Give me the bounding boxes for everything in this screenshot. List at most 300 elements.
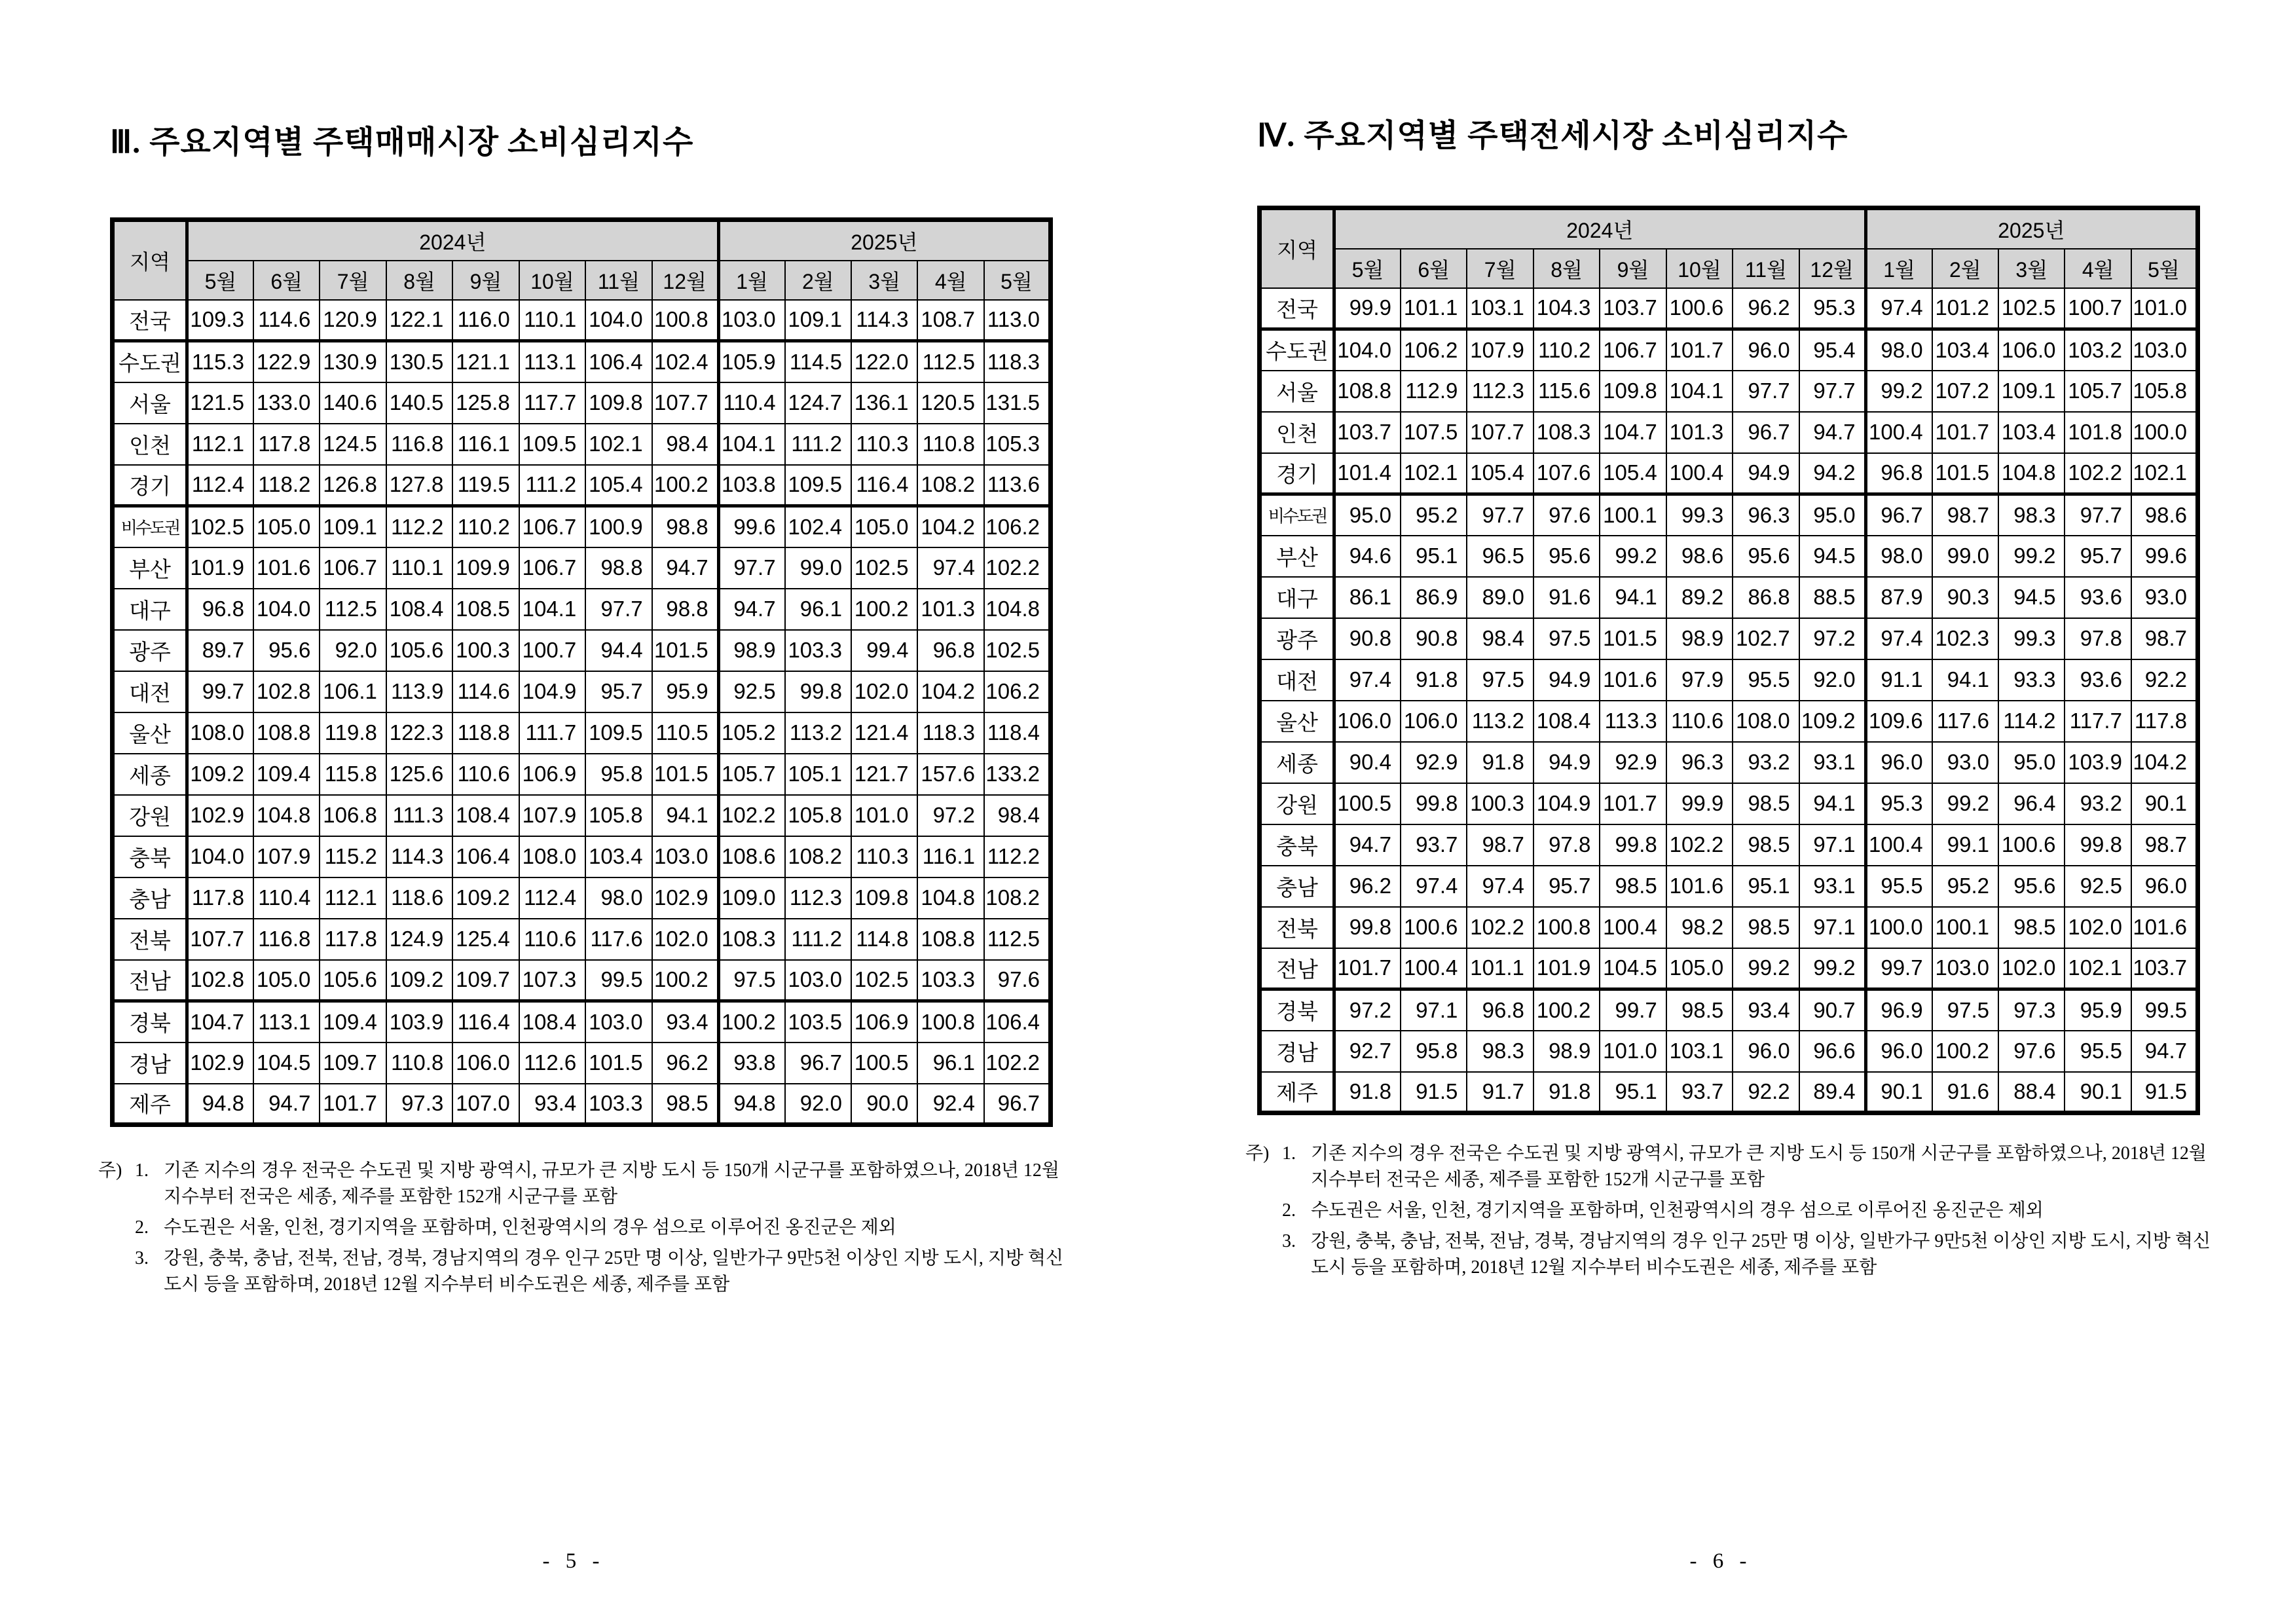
- index-value-cell: 100.7: [519, 630, 585, 671]
- index-value-cell: 117.8: [187, 877, 253, 919]
- index-value-cell: 96.2: [1733, 288, 1799, 329]
- index-value-cell: 105.6: [320, 960, 386, 1001]
- index-value-cell: 113.9: [386, 671, 452, 712]
- index-value-cell: 105.0: [253, 960, 320, 1001]
- index-value-cell: 106.7: [519, 547, 585, 589]
- index-value-cell: 97.4: [1865, 618, 1932, 659]
- index-value-cell: 100.4: [1865, 824, 1932, 866]
- index-value-cell: 106.7: [519, 506, 585, 547]
- index-value-cell: 113.3: [1600, 701, 1666, 742]
- index-value-cell: 90.8: [1401, 618, 1467, 659]
- index-value-cell: 113.1: [253, 1001, 320, 1043]
- footnote-number: 3.: [135, 1248, 149, 1268]
- index-value-cell: 114.8: [851, 919, 917, 960]
- month-header: 6월: [1401, 249, 1467, 288]
- index-value-cell: 104.8: [984, 589, 1051, 630]
- index-value-cell: 109.5: [585, 712, 652, 754]
- month-header: 5월: [2131, 249, 2198, 288]
- index-value-cell: 92.5: [718, 671, 784, 712]
- index-value-cell: 99.3: [1666, 494, 1733, 536]
- index-value-cell: 108.4: [386, 589, 452, 630]
- index-value-cell: 95.5: [1865, 866, 1932, 907]
- footnote-item: [135, 1158, 1073, 1210]
- index-value-cell: 100.7: [2065, 288, 2131, 329]
- index-value-cell: 101.5: [652, 754, 718, 795]
- index-value-cell: 108.3: [1533, 412, 1600, 453]
- index-value-cell: 116.8: [253, 919, 320, 960]
- index-value-cell: 101.5: [652, 630, 718, 671]
- index-value-cell: 98.7: [1932, 494, 1998, 536]
- index-value-cell: 108.0: [519, 836, 585, 877]
- index-value-cell: 103.4: [1998, 412, 2065, 453]
- region-label: 세종: [1260, 742, 1334, 783]
- index-value-cell: 97.3: [386, 1084, 452, 1125]
- index-value-cell: 99.2: [1799, 948, 1865, 989]
- index-value-cell: 117.7: [2065, 701, 2131, 742]
- index-value-cell: 94.2: [1799, 453, 1865, 494]
- region-label: 경북: [113, 1001, 187, 1043]
- index-value-cell: 109.2: [187, 754, 253, 795]
- index-value-cell: 102.9: [187, 795, 253, 836]
- month-header: 7월: [320, 261, 386, 300]
- index-value-cell: 116.1: [917, 836, 983, 877]
- index-value-cell: 102.5: [851, 547, 917, 589]
- index-value-cell: 131.5: [984, 382, 1051, 424]
- index-value-cell: 96.2: [652, 1043, 718, 1084]
- index-value-cell: 109.2: [1799, 701, 1865, 742]
- index-value-cell: 107.9: [253, 836, 320, 877]
- index-value-cell: 90.1: [1865, 1072, 1932, 1113]
- index-value-cell: 102.2: [1467, 907, 1533, 948]
- index-value-cell: 100.2: [652, 465, 718, 506]
- index-value-cell: 100.5: [1334, 783, 1401, 824]
- index-value-cell: 121.5: [187, 382, 253, 424]
- index-value-cell: 99.2: [1998, 536, 2065, 577]
- index-value-cell: 98.3: [1467, 1031, 1533, 1072]
- index-value-cell: 98.3: [1998, 494, 2065, 536]
- index-value-cell: 103.1: [1467, 288, 1533, 329]
- index-value-cell: 111.2: [785, 424, 851, 465]
- index-value-cell: 93.0: [1932, 742, 1998, 783]
- index-value-cell: 102.2: [2065, 453, 2131, 494]
- index-value-cell: 115.6: [1533, 371, 1600, 412]
- index-value-cell: 109.1: [320, 506, 386, 547]
- footnote-number: 1.: [135, 1160, 149, 1181]
- index-value-cell: 95.0: [1998, 742, 2065, 783]
- index-value-cell: 92.4: [917, 1084, 983, 1125]
- index-value-cell: 98.8: [652, 506, 718, 547]
- index-value-cell: 116.8: [386, 424, 452, 465]
- index-value-cell: 97.5: [1467, 659, 1533, 701]
- index-value-cell: 110.8: [386, 1043, 452, 1084]
- index-value-cell: 110.6: [1666, 701, 1733, 742]
- footnote-prefix: 주): [98, 1160, 122, 1181]
- index-value-cell: 90.7: [1799, 989, 1865, 1031]
- region-label: 경남: [113, 1043, 187, 1084]
- index-value-cell: 98.4: [984, 795, 1051, 836]
- index-value-cell: 106.4: [452, 836, 519, 877]
- index-value-cell: 101.7: [1600, 783, 1666, 824]
- index-value-cell: 109.8: [1600, 371, 1666, 412]
- index-value-cell: 100.4: [1600, 907, 1666, 948]
- index-value-cell: 90.3: [1932, 577, 1998, 618]
- footnote-item: [1282, 1198, 2220, 1224]
- footnote-item: [1282, 1141, 2220, 1193]
- index-value-cell: 106.0: [452, 1043, 519, 1084]
- footnote-item: [1282, 1228, 2220, 1281]
- region-label: 비수도권: [1260, 494, 1334, 536]
- index-value-cell: 93.0: [2131, 577, 2198, 618]
- index-value-cell: 101.1: [1401, 288, 1467, 329]
- index-value-cell: 101.7: [320, 1084, 386, 1125]
- index-value-cell: 89.7: [187, 630, 253, 671]
- index-value-cell: 119.5: [452, 465, 519, 506]
- region-label: 경북: [1260, 989, 1334, 1031]
- index-value-cell: 103.9: [2065, 742, 2131, 783]
- index-value-cell: 100.4: [1865, 412, 1932, 453]
- index-value-cell: 102.2: [984, 1043, 1051, 1084]
- month-header: 1월: [1865, 249, 1932, 288]
- region-label: 서울: [1260, 371, 1334, 412]
- index-value-cell: 109.1: [785, 300, 851, 341]
- index-value-cell: 100.6: [1998, 824, 2065, 866]
- index-value-cell: 104.7: [187, 1001, 253, 1043]
- month-header: 8월: [1533, 249, 1600, 288]
- index-value-cell: 103.3: [585, 1084, 652, 1125]
- index-value-cell: 97.9: [1666, 659, 1733, 701]
- index-value-cell: 108.4: [452, 795, 519, 836]
- region-label: 강원: [1260, 783, 1334, 824]
- index-value-cell: 125.6: [386, 754, 452, 795]
- index-value-cell: 108.2: [984, 877, 1051, 919]
- index-value-cell: 94.1: [1932, 659, 1998, 701]
- index-value-cell: 92.0: [785, 1084, 851, 1125]
- footnotes: [98, 1158, 1073, 1302]
- index-value-cell: 105.8: [2131, 371, 2198, 412]
- index-value-cell: 106.4: [585, 341, 652, 382]
- index-value-cell: 116.1: [452, 424, 519, 465]
- index-value-cell: 108.2: [917, 465, 983, 506]
- index-value-cell: 101.7: [1932, 412, 1998, 453]
- index-value-cell: 94.1: [652, 795, 718, 836]
- index-value-cell: 110.6: [519, 919, 585, 960]
- index-value-cell: 99.9: [1666, 783, 1733, 824]
- index-value-cell: 101.5: [1932, 453, 1998, 494]
- region-label: 충남: [1260, 866, 1334, 907]
- index-value-cell: 98.5: [1733, 824, 1799, 866]
- index-value-cell: 94.9: [1533, 659, 1600, 701]
- index-value-cell: 92.9: [1600, 742, 1666, 783]
- index-value-cell: 97.6: [1533, 494, 1600, 536]
- index-value-cell: 95.0: [1799, 494, 1865, 536]
- index-value-cell: 102.8: [187, 960, 253, 1001]
- index-value-cell: 108.0: [187, 712, 253, 754]
- index-value-cell: 98.8: [652, 589, 718, 630]
- footnote-text: 수도권은 서울, 인천, 경기지역을 포함하며, 인천광역시의 경우 섬으로 이루어진 옹진군은 제외: [164, 1217, 896, 1238]
- index-value-cell: 95.7: [1533, 866, 1600, 907]
- region-label: 전북: [1260, 907, 1334, 948]
- index-value-cell: 95.1: [1600, 1072, 1666, 1113]
- index-value-cell: 94.4: [585, 630, 652, 671]
- index-value-cell: 117.8: [320, 919, 386, 960]
- index-value-cell: 104.0: [253, 589, 320, 630]
- index-value-cell: 101.5: [585, 1043, 652, 1084]
- index-value-cell: 100.3: [1467, 783, 1533, 824]
- index-value-cell: 97.2: [917, 795, 983, 836]
- index-value-cell: 96.0: [1865, 742, 1932, 783]
- region-label: 전국: [113, 300, 187, 341]
- index-value-cell: 110.4: [718, 382, 784, 424]
- index-value-cell: 95.6: [1533, 536, 1600, 577]
- index-value-cell: 106.2: [984, 506, 1051, 547]
- index-value-cell: 109.8: [851, 877, 917, 919]
- index-value-cell: 111.3: [386, 795, 452, 836]
- index-value-cell: 95.6: [1998, 866, 2065, 907]
- index-value-cell: 130.5: [386, 341, 452, 382]
- index-value-cell: 107.3: [519, 960, 585, 1001]
- index-value-cell: 102.0: [652, 919, 718, 960]
- index-value-cell: 104.9: [519, 671, 585, 712]
- index-value-cell: 97.7: [1467, 494, 1533, 536]
- index-value-cell: 103.0: [652, 836, 718, 877]
- index-value-cell: 103.2: [2065, 329, 2131, 371]
- index-value-cell: 112.2: [984, 836, 1051, 877]
- index-value-cell: 91.8: [1401, 659, 1467, 701]
- index-value-cell: 97.5: [718, 960, 784, 1001]
- index-value-cell: 95.6: [253, 630, 320, 671]
- index-value-cell: 99.8: [2065, 824, 2131, 866]
- index-value-cell: 108.7: [917, 300, 983, 341]
- index-value-cell: 93.6: [2065, 659, 2131, 701]
- index-value-cell: 112.5: [984, 919, 1051, 960]
- footnote-item: [135, 1215, 1073, 1241]
- index-value-cell: 94.5: [1799, 536, 1865, 577]
- index-value-cell: 125.8: [452, 382, 519, 424]
- index-value-cell: 97.5: [1533, 618, 1600, 659]
- month-header: 6월: [253, 261, 320, 300]
- index-value-cell: 104.8: [253, 795, 320, 836]
- region-label: 전국: [1260, 288, 1334, 329]
- index-value-cell: 106.2: [1401, 329, 1467, 371]
- index-value-cell: 140.6: [320, 382, 386, 424]
- index-value-cell: 110.6: [452, 754, 519, 795]
- index-value-cell: 100.0: [1865, 907, 1932, 948]
- index-value-cell: 94.6: [1334, 536, 1401, 577]
- index-value-cell: 91.1: [1865, 659, 1932, 701]
- index-value-cell: 116.4: [851, 465, 917, 506]
- index-value-cell: 100.1: [1932, 907, 1998, 948]
- index-value-cell: 103.4: [585, 836, 652, 877]
- month-header: 8월: [386, 261, 452, 300]
- footnote-text: 기존 지수의 경우 전국은 수도권 및 지방 광역시, 규모가 큰 지방 도시 등 150개 시군구를 포함하였으나, 2018년 12월 지수부터 전국은 세종, 제주를 포함한 152개 시군구를 포함: [1311, 1143, 2207, 1190]
- index-value-cell: 101.7: [1334, 948, 1401, 989]
- index-value-cell: 104.7: [1600, 412, 1666, 453]
- index-value-cell: 104.2: [2131, 742, 2198, 783]
- index-value-cell: 94.5: [1998, 577, 2065, 618]
- year-group-header: 2025년: [1865, 208, 2197, 249]
- index-value-cell: 99.1: [1932, 824, 1998, 866]
- index-value-cell: 106.9: [519, 754, 585, 795]
- index-value-cell: 90.1: [2065, 1072, 2131, 1113]
- region-label: 충북: [113, 836, 187, 877]
- index-value-cell: 95.5: [1733, 659, 1799, 701]
- region-label: 대전: [1260, 659, 1334, 701]
- index-value-cell: 107.9: [519, 795, 585, 836]
- index-value-cell: 100.9: [585, 506, 652, 547]
- month-header: 10월: [519, 261, 585, 300]
- footnote-number: 1.: [1282, 1143, 1296, 1164]
- index-value-cell: 116.4: [452, 1001, 519, 1043]
- index-value-cell: 98.5: [1998, 907, 2065, 948]
- index-value-cell: 140.5: [386, 382, 452, 424]
- index-value-cell: 104.9: [1533, 783, 1600, 824]
- index-value-cell: 97.7: [1733, 371, 1799, 412]
- index-value-cell: 109.2: [452, 877, 519, 919]
- index-value-cell: 88.5: [1799, 577, 1865, 618]
- index-value-cell: 91.8: [1467, 742, 1533, 783]
- index-value-cell: 108.8: [1334, 371, 1401, 412]
- index-value-cell: 100.5: [851, 1043, 917, 1084]
- index-value-cell: 107.7: [187, 919, 253, 960]
- month-header: 4월: [917, 261, 983, 300]
- index-value-cell: 99.6: [718, 506, 784, 547]
- index-value-cell: 104.0: [187, 836, 253, 877]
- index-value-cell: 93.1: [1799, 742, 1865, 783]
- page-6: [1147, 0, 2294, 1624]
- index-value-cell: 94.8: [187, 1084, 253, 1125]
- index-value-cell: 98.4: [1467, 618, 1533, 659]
- region-label: 경기: [113, 465, 187, 506]
- index-value-cell: 97.2: [1799, 618, 1865, 659]
- index-value-cell: 102.0: [851, 671, 917, 712]
- index-value-cell: 93.1: [1799, 866, 1865, 907]
- index-value-cell: 113.2: [1467, 701, 1533, 742]
- index-value-cell: 104.1: [1666, 371, 1733, 412]
- index-value-cell: 96.8: [1865, 453, 1932, 494]
- index-value-cell: 117.6: [585, 919, 652, 960]
- index-value-cell: 106.9: [851, 1001, 917, 1043]
- index-value-cell: 108.4: [519, 1001, 585, 1043]
- index-value-cell: 121.4: [851, 712, 917, 754]
- index-value-cell: 99.6: [2131, 536, 2198, 577]
- index-value-cell: 90.4: [1334, 742, 1401, 783]
- index-value-cell: 98.7: [2131, 618, 2198, 659]
- region-label: 전남: [1260, 948, 1334, 989]
- index-value-cell: 102.1: [2065, 948, 2131, 989]
- index-value-cell: 100.2: [1932, 1031, 1998, 1072]
- index-value-cell: 97.8: [2065, 618, 2131, 659]
- index-value-cell: 115.3: [187, 341, 253, 382]
- index-value-cell: 97.4: [1865, 288, 1932, 329]
- index-value-cell: 103.0: [1932, 948, 1998, 989]
- month-header: 4월: [2065, 249, 2131, 288]
- index-value-cell: 103.3: [785, 630, 851, 671]
- year-group-header: 2025년: [718, 220, 1050, 261]
- index-value-cell: 110.4: [253, 877, 320, 919]
- index-value-cell: 96.0: [2131, 866, 2198, 907]
- index-value-cell: 102.0: [2065, 907, 2131, 948]
- month-header: 2월: [1932, 249, 1998, 288]
- index-value-cell: 97.7: [2065, 494, 2131, 536]
- index-value-cell: 106.7: [320, 547, 386, 589]
- index-value-cell: 96.8: [1467, 989, 1533, 1031]
- index-value-cell: 99.8: [785, 671, 851, 712]
- index-value-cell: 109.6: [1865, 701, 1932, 742]
- index-value-cell: 103.8: [718, 465, 784, 506]
- index-value-cell: 102.1: [2131, 453, 2198, 494]
- index-value-cell: 94.7: [2131, 1031, 2198, 1072]
- index-value-cell: 108.8: [917, 919, 983, 960]
- index-value-cell: 109.7: [452, 960, 519, 1001]
- index-value-cell: 117.8: [253, 424, 320, 465]
- index-value-cell: 112.1: [320, 877, 386, 919]
- month-header: 11월: [585, 261, 652, 300]
- index-value-cell: 96.7: [984, 1084, 1051, 1125]
- index-value-cell: 96.0: [1865, 1031, 1932, 1072]
- index-value-cell: 108.8: [253, 712, 320, 754]
- index-value-cell: 88.4: [1998, 1072, 2065, 1113]
- index-value-cell: 98.2: [1666, 907, 1733, 948]
- index-value-cell: 118.4: [984, 712, 1051, 754]
- index-value-cell: 103.0: [718, 300, 784, 341]
- month-header: 3월: [851, 261, 917, 300]
- index-value-cell: 121.7: [851, 754, 917, 795]
- index-value-cell: 125.4: [452, 919, 519, 960]
- footnote-prefix: 주): [1245, 1143, 1270, 1164]
- index-value-cell: 96.0: [1733, 329, 1799, 371]
- index-value-cell: 96.1: [785, 589, 851, 630]
- index-value-cell: 99.5: [585, 960, 652, 1001]
- index-value-cell: 91.5: [2131, 1072, 2198, 1113]
- index-value-cell: 97.7: [1799, 371, 1865, 412]
- index-value-cell: 102.3: [1932, 618, 1998, 659]
- index-value-cell: 97.6: [984, 960, 1051, 1001]
- index-value-cell: 100.8: [1533, 907, 1600, 948]
- index-value-cell: 101.2: [1932, 288, 1998, 329]
- index-value-cell: 96.5: [1467, 536, 1533, 577]
- index-value-cell: 107.0: [452, 1084, 519, 1125]
- index-value-cell: 102.1: [1401, 453, 1467, 494]
- index-value-cell: 101.3: [917, 589, 983, 630]
- index-value-cell: 86.9: [1401, 577, 1467, 618]
- index-value-cell: 101.5: [1600, 618, 1666, 659]
- index-value-cell: 95.1: [1733, 866, 1799, 907]
- index-value-cell: 99.8: [1600, 824, 1666, 866]
- index-value-cell: 112.2: [386, 506, 452, 547]
- index-value-cell: 105.7: [2065, 371, 2131, 412]
- index-value-cell: 105.1: [785, 754, 851, 795]
- index-value-cell: 100.6: [1401, 907, 1467, 948]
- index-value-cell: 99.7: [1600, 989, 1666, 1031]
- index-value-cell: 92.2: [2131, 659, 2198, 701]
- index-value-cell: 94.7: [652, 547, 718, 589]
- index-value-cell: 96.9: [1865, 989, 1932, 1031]
- index-value-cell: 96.7: [1733, 412, 1799, 453]
- index-value-cell: 98.6: [2131, 494, 2198, 536]
- index-value-cell: 110.5: [652, 712, 718, 754]
- index-value-cell: 108.5: [452, 589, 519, 630]
- index-value-cell: 98.5: [652, 1084, 718, 1125]
- index-value-cell: 105.8: [585, 795, 652, 836]
- index-value-cell: 98.0: [1865, 329, 1932, 371]
- index-value-cell: 106.0: [1401, 701, 1467, 742]
- index-value-cell: 96.3: [1733, 494, 1799, 536]
- index-value-cell: 109.7: [320, 1043, 386, 1084]
- index-value-cell: 99.5: [2131, 989, 2198, 1031]
- index-value-cell: 103.1: [1666, 1031, 1733, 1072]
- index-value-cell: 107.7: [652, 382, 718, 424]
- index-value-cell: 102.1: [585, 424, 652, 465]
